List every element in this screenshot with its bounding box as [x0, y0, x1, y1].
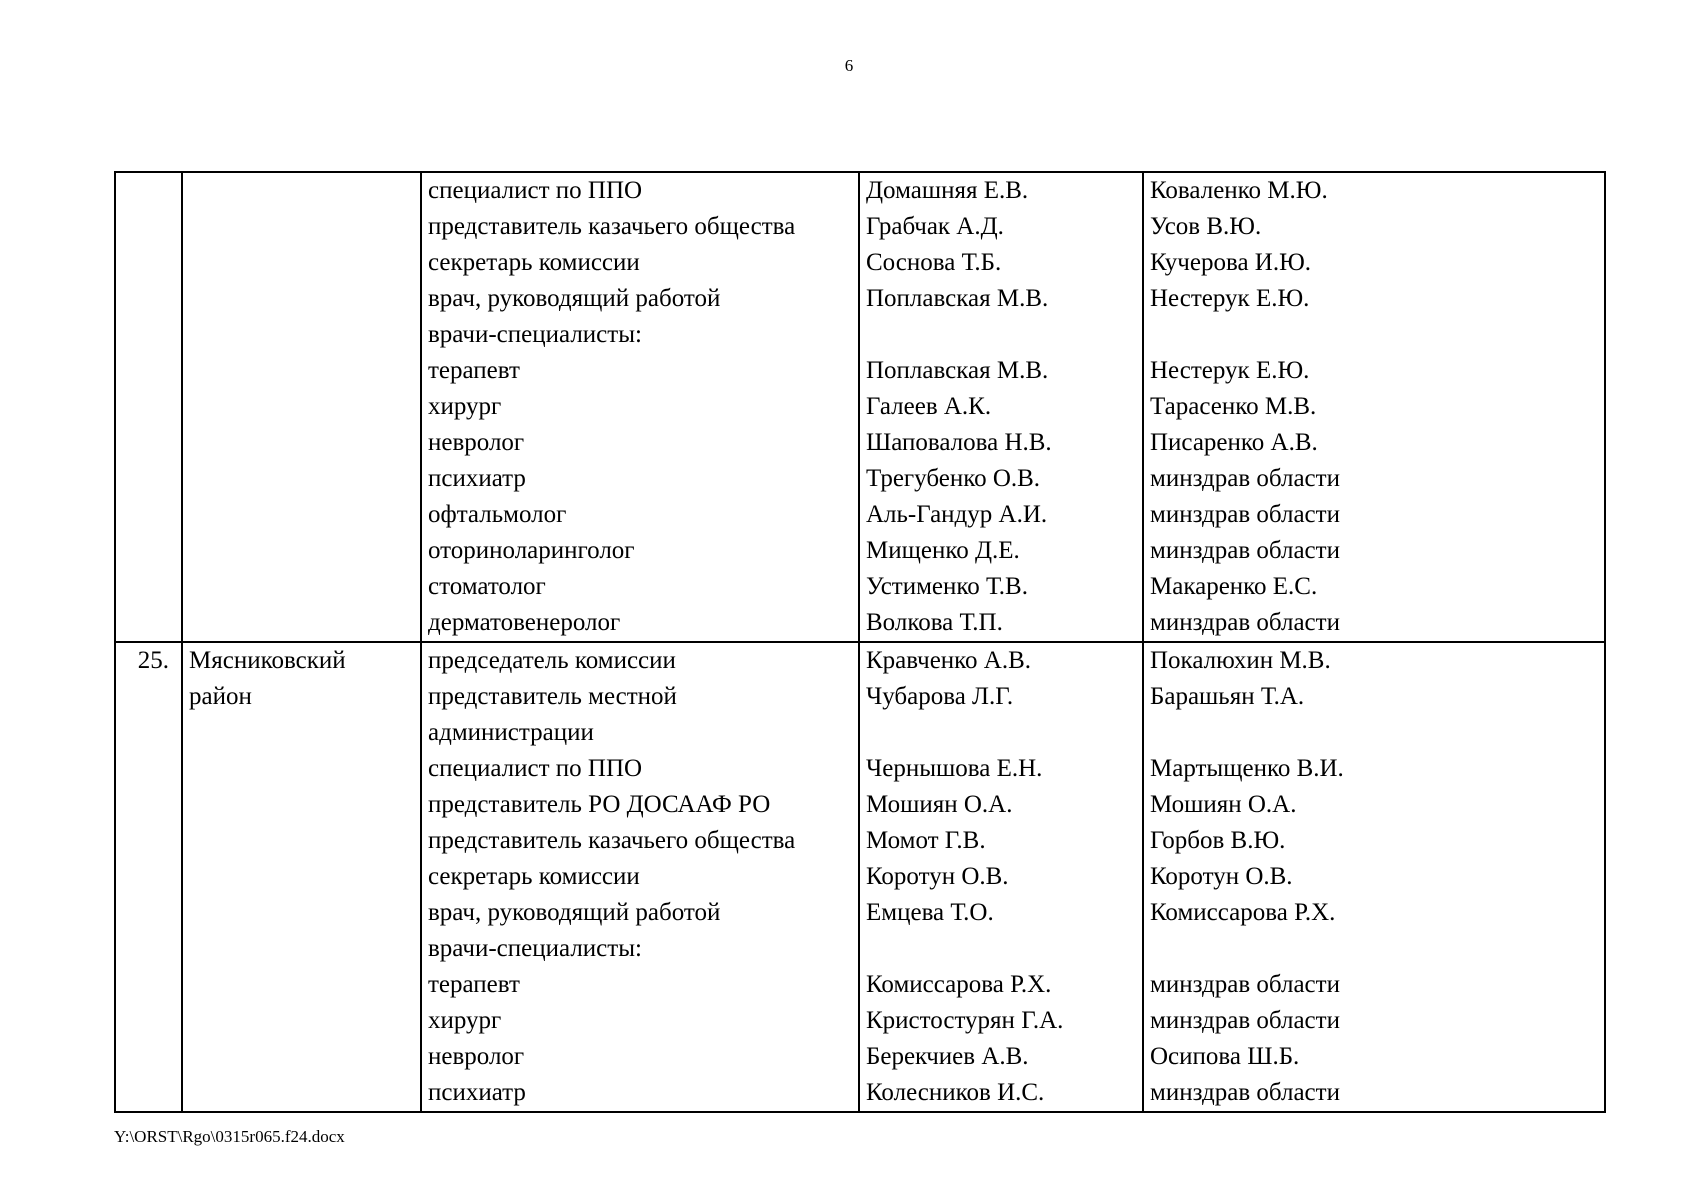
reserve-member-cell: [1143, 642, 1605, 1112]
role-text: представитель казачьего общества: [428, 827, 796, 854]
main-member-name: Колесников И.С.: [866, 1079, 1045, 1106]
main-member-name: [860, 715, 1142, 751]
main-member-name: Берекчиев А.В.: [866, 1043, 1029, 1070]
reserve-member-name: Комиссарова Р.Х.: [1150, 899, 1336, 926]
main-member-name: Коротун О.В.: [866, 863, 1009, 890]
role-text: секретарь комиссии: [428, 863, 640, 890]
reserve-member-name: Коваленко М.Ю.: [1150, 177, 1328, 204]
reserve-member-name: минздрав области: [1150, 971, 1340, 998]
reserve-member-name: Коротун О.В.: [1150, 863, 1293, 890]
page-number: 6: [844, 56, 854, 75]
role-text: хирург: [428, 393, 502, 420]
main-member-name: Домашняя Е.В.: [866, 177, 1029, 204]
main-member-name: Момот Г.В.: [866, 827, 986, 854]
reserve-member-name: Усов В.Ю.: [1150, 213, 1262, 240]
role-text: офтальмолог: [428, 501, 567, 528]
reserve-member-name: [1144, 317, 1604, 353]
role-text: врачи-специалисты:: [428, 321, 642, 348]
main-member-name: Поплавская М.В.: [866, 285, 1049, 312]
main-member-name: Шаповалова Н.В.: [866, 429, 1052, 456]
role-cell: [421, 642, 859, 1112]
role-text: врач, руководящий работой: [428, 285, 721, 312]
role-text: терапевт: [428, 971, 520, 998]
main-member-name: Галеев А.К.: [866, 393, 992, 420]
district-name: район: [189, 683, 252, 710]
main-member-name: Соснова Т.Б.: [866, 249, 1002, 276]
role-text: оториноларинголог: [428, 537, 635, 564]
reserve-member-name: [1144, 715, 1604, 751]
reserve-member-name: Барашьян Т.А.: [1150, 683, 1305, 710]
reserve-member-name: Тарасенко М.В.: [1150, 393, 1317, 420]
role-text: врач, руководящий работой: [428, 899, 721, 926]
main-member-name: Мищенко Д.Е.: [866, 537, 1020, 564]
main-member-name: Чубарова Л.Г.: [866, 683, 1014, 710]
district-name: Мясниковский: [189, 647, 346, 674]
main-member-name: [860, 931, 1142, 967]
main-member-name: Емцева Т.О.: [866, 899, 994, 926]
district-cell: [182, 642, 421, 1112]
role-text: представитель казачьего общества: [428, 213, 796, 240]
main-member-cell: [859, 642, 1143, 1112]
reserve-member-name: Осипова Ш.Б.: [1150, 1043, 1300, 1070]
reserve-member-name: Мартыщенко В.И.: [1150, 755, 1344, 782]
main-member-name: Комиссарова Р.Х.: [866, 971, 1052, 998]
reserve-member-name: [1144, 931, 1604, 967]
role-text: специалист по ППО: [428, 177, 643, 204]
role-text: администрации: [428, 719, 594, 746]
main-member-name: Грабчак А.Д.: [866, 213, 1004, 240]
reserve-member-name: Мошиян О.А.: [1150, 791, 1297, 818]
role-text: врачи-специалисты:: [428, 935, 642, 962]
main-member-name: Аль-Гандур А.И.: [866, 501, 1048, 528]
reserve-member-name: минздрав области: [1150, 1079, 1340, 1106]
table-row: [115, 642, 1605, 1112]
role-text: терапевт: [428, 357, 520, 384]
role-text: дерматовенеролог: [428, 609, 621, 636]
reserve-member-name: Покалюхин М.В.: [1150, 647, 1331, 674]
district-cell: [182, 172, 421, 642]
role-text: невролог: [428, 1043, 525, 1070]
number-cell: [115, 172, 182, 642]
reserve-member-name: минздрав области: [1150, 501, 1340, 528]
footer-file-path: Y:\ORST\Rgo\0315r065.f24.docx: [114, 1127, 345, 1146]
reserve-member-cell: [1143, 172, 1605, 642]
role-text: хирург: [428, 1007, 502, 1034]
main-member-cell: [859, 172, 1143, 642]
role-text: невролог: [428, 429, 525, 456]
role-text: представитель местной: [428, 683, 677, 710]
section-number: 25.: [137, 647, 169, 674]
main-member-name: Трегубенко О.В.: [866, 465, 1041, 492]
table-row: [115, 172, 1605, 642]
role-text: председатель комиссии: [428, 647, 676, 674]
main-member-name: Устименко Т.В.: [866, 573, 1028, 600]
role-text: секретарь комиссии: [428, 249, 640, 276]
commission-table: [114, 171, 1606, 1113]
section-number: [116, 173, 181, 209]
role-text: представитель РО ДОСААФ РО: [428, 791, 771, 818]
reserve-member-name: минздрав области: [1150, 537, 1340, 564]
role-text: психиатр: [428, 465, 526, 492]
reserve-member-name: Нестерук Е.Ю.: [1150, 285, 1310, 312]
main-member-name: Волкова Т.П.: [866, 609, 1003, 636]
main-member-name: [860, 317, 1142, 353]
role-text: психиатр: [428, 1079, 526, 1106]
role-cell: [421, 172, 859, 642]
reserve-member-name: Горбов В.Ю.: [1150, 827, 1286, 854]
role-text: специалист по ППО: [428, 755, 643, 782]
reserve-member-name: минздрав области: [1150, 609, 1340, 636]
role-text: стоматолог: [428, 573, 546, 600]
main-member-name: Кристостурян Г.А.: [866, 1007, 1064, 1034]
reserve-member-name: Макаренко Е.С.: [1150, 573, 1318, 600]
reserve-member-name: Писаренко А.В.: [1150, 429, 1318, 456]
table-body: [115, 172, 1605, 1112]
main-member-name: Мошиян О.А.: [866, 791, 1013, 818]
reserve-member-name: минздрав области: [1150, 1007, 1340, 1034]
main-member-name: Чернышова Е.Н.: [866, 755, 1043, 782]
number-cell: [115, 642, 182, 1112]
main-member-name: Кравченко А.В.: [866, 647, 1032, 674]
main-member-name: Поплавская М.В.: [866, 357, 1049, 384]
reserve-member-name: Кучерова И.Ю.: [1150, 249, 1312, 276]
reserve-member-name: Нестерук Е.Ю.: [1150, 357, 1310, 384]
reserve-member-name: минздрав области: [1150, 465, 1340, 492]
